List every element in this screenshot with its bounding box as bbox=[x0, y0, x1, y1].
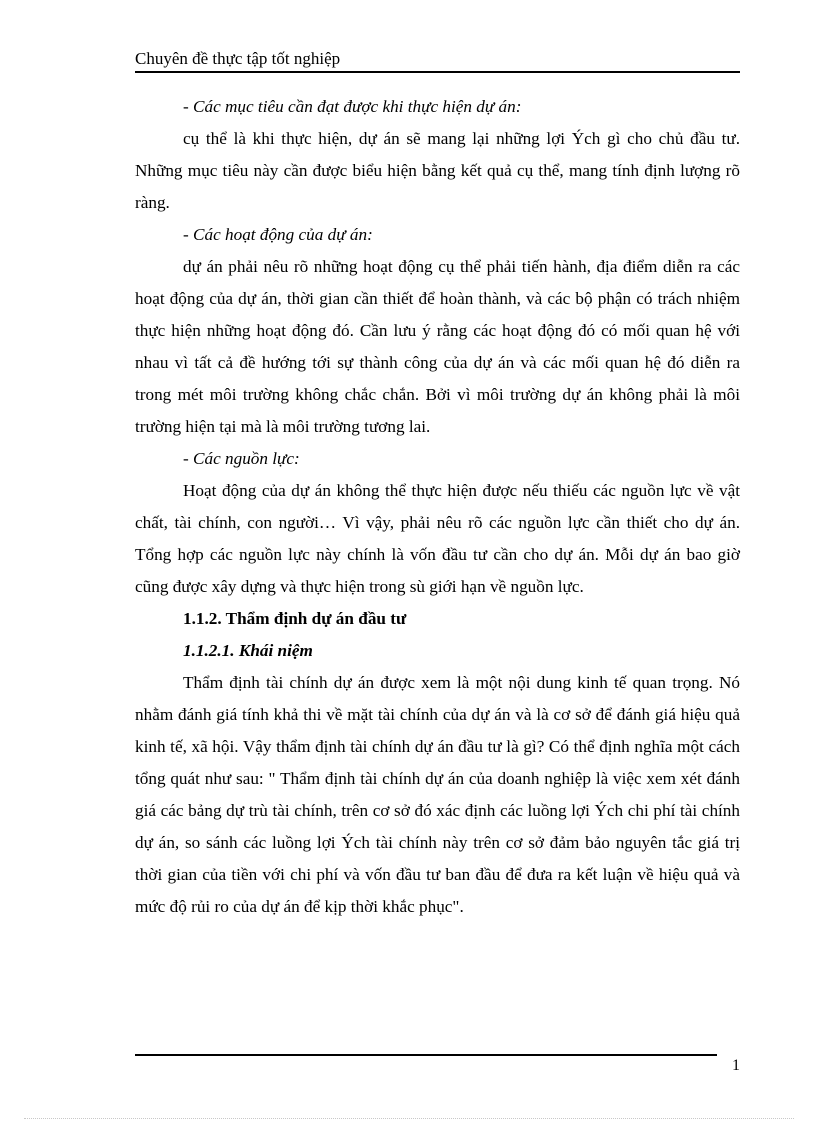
resources-paragraph: Hoạt động của dự án không thể thực hiện được nếu thiếu các nguồn lực về vật chất, tài chính, con người… Vì vậy, phải nêu rõ các nguồn lực cần thiết cho dự án. Tổng hợp các nguồn lực này chính là vốn đầu tư cần cho dự án. Mỗi dự án bao giờ cũng được xây dựng và thực hiện trong sù giới hạn về nguồn lực. bbox=[135, 481, 740, 596]
header-rule bbox=[135, 71, 740, 73]
subsection-heading: 1.1.2.1. Khái niệm bbox=[183, 641, 313, 660]
page-number: 1 bbox=[732, 1057, 740, 1074]
activities-label: - Các hoạt động của dự án: bbox=[183, 225, 373, 244]
footer-rule bbox=[135, 1054, 717, 1056]
running-header: Chuyên đề thực tập tốt nghiệp bbox=[135, 49, 341, 68]
definition-paragraph: Thẩm định tài chính dự án được xem là một nội dung kinh tế quan trọng. Nó nhằm đánh giá tính khả thi về mặt tài chính của dự án và là cơ sở để đánh giá hiệu quả kinh tế, xã hội. Vậy thẩm định tài chính dự án đầu tư là gì? Có thể định nghĩa một cách tổng quát như sau: " Thẩm định tài chính dự án của doanh nghiệp là việc xem xét đánh giá các bảng dự trù tài chính, trên cơ sở đó xác định các luồng lợi Ých chi phí tài chính dự án, so sánh các luồng lợi Ých tài chính này trên cơ sở đảm bảo nguyên tắc giá trị thời gian của tiền với chi phí và vốn đầu tư ban đầu để đưa ra kết luận về hiệu quả và mức độ rủi ro của dự án để kịp thời khắc phục". bbox=[135, 673, 740, 916]
page-edge-divider bbox=[24, 1118, 794, 1119]
section-heading: 1.1.2. Thẩm định dự án đầu tư bbox=[183, 609, 407, 628]
resources-label: - Các nguồn lực: bbox=[183, 449, 300, 468]
body-text bbox=[135, 91, 740, 923]
objectives-label: - Các mục tiêu cần đạt được khi thực hiện dự án: bbox=[183, 97, 522, 116]
activities-paragraph: dự án phải nêu rõ những hoạt động cụ thể phải tiến hành, địa điểm diễn ra các hoạt động của dự án, thời gian cần thiết để hoàn thành, và các bộ phận có trách nhiệm thực hiện những hoạt động đó. Cần lưu ý rằng các hoạt động đó có mối quan hệ với nhau vì tất cả đề hướng tới sự thành công của dự án và các mối quan hệ đó diễn ra trong mét môi trường không chắc chắn. Bởi vì môi trường dự án không phải là môi trường hiện tại mà là môi trường tương lai. bbox=[135, 257, 740, 436]
objectives-paragraph: cụ thể là khi thực hiện, dự án sẽ mang lại những lợi Ých gì cho chủ đầu tư. Những mục tiêu này cần được biểu hiện bằng kết quả cụ thể, mang tính định lượng rõ ràng. bbox=[135, 129, 740, 212]
